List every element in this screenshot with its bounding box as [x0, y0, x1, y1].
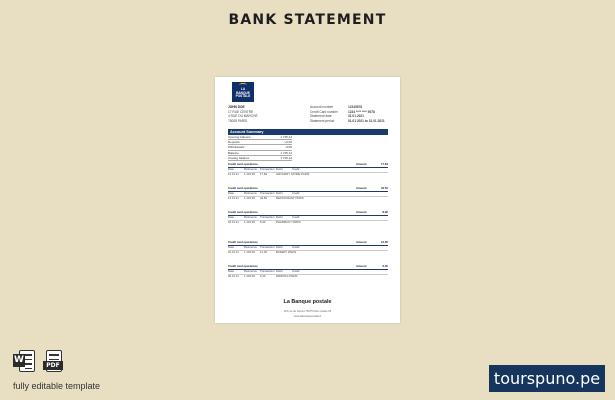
- transaction-section: Credit card operations Amount 12,00 Date Reference Transaction Debit Credit 22.01.21 1 245,00 12,00 BAKERY PARIS: [228, 240, 388, 254]
- bank-statement-preview: [215, 77, 400, 323]
- account-holder: [228, 105, 258, 123]
- summary-row: Opening balance 1 745,12: [228, 135, 292, 139]
- table-row: 28.01.21 1 245,00 6,40 PARKING PARIS: [228, 274, 388, 279]
- summary-row: Withdrawals -0,00: [228, 145, 292, 150]
- summary-row: Deposits +0,00: [228, 140, 292, 145]
- bank-address: 115 rue de Sèvres 75275 Paris Cedex 06: [283, 310, 332, 313]
- transaction-section: Credit card operations Amount 34,50 Date Reference Transaction Debit Credit 14.01.21 1 245,00 34,50 RESTAURANT PARIS: [228, 186, 388, 200]
- summary-row: Closing balance 1 745,12: [228, 155, 292, 160]
- word-icon: W: [13, 349, 36, 373]
- summary-row: Balance 1 745,12: [228, 150, 292, 155]
- bank-website: www.labanquepostale.fr: [293, 315, 322, 318]
- transaction-section: Credit card operations Amount 6,40 Date Reference Transaction Debit Credit 28.01.21 1 245,00 6,40 PARKING PARIS: [228, 264, 388, 278]
- bank-name: La Banque postale: [283, 299, 332, 305]
- account-info-row: Account number 12345678: [310, 105, 363, 109]
- bank-logo: LA BANQUE POSTALE: [232, 82, 254, 102]
- account-info: [310, 105, 390, 123]
- table-row: 12.01.21 1 245,00 17,84 GROCERY STORE PARIS: [228, 172, 388, 177]
- table-row: 22.01.21 1 245,00 12,00 BAKERY PARIS: [228, 250, 388, 255]
- pdf-icon: PDF: [42, 349, 65, 373]
- format-icons: [13, 349, 65, 373]
- brand-badge[interactable]: tourspuno.pe: [489, 365, 605, 392]
- account-summary: [228, 129, 388, 161]
- transaction-section: Credit card operations Amount 8,90 Date Reference Transaction Debit Credit 18.01.21 1 245,00 8,90 PHARMACY PARIS: [228, 210, 388, 224]
- holder-name: JOHN DOE: [228, 105, 245, 109]
- account-info-row: Statement period 01.01.2021 to 31.01.2021: [310, 118, 385, 123]
- editable-caption: fully editable template: [13, 381, 101, 391]
- transaction-section: Credit card operations Amount 17,84 Date Reference Transaction Debit Credit 12.01.21 1 245,00 17,84 GROCERY STORE PARIS: [228, 162, 388, 176]
- holder-address-line: 17 RUE CENTRE: [228, 109, 254, 114]
- table-row: 18.01.21 1 245,00 8,90 PHARMACY PARIS: [228, 220, 388, 225]
- page-title: BANK STATEMENT: [228, 12, 387, 28]
- holder-address-line: 75008 PARIS: [228, 118, 248, 123]
- summary-title: Account Summary: [228, 129, 388, 135]
- account-info-row: Statement date 31.01.2021: [310, 114, 364, 119]
- account-info-row: Credit Card number 1234 **** **** 5678: [310, 109, 375, 114]
- holder-address-line: 4 RUE DU MARCHÉ: [228, 114, 258, 119]
- table-row: 14.01.21 1 245,00 34,50 RESTAURANT PARIS: [228, 196, 388, 201]
